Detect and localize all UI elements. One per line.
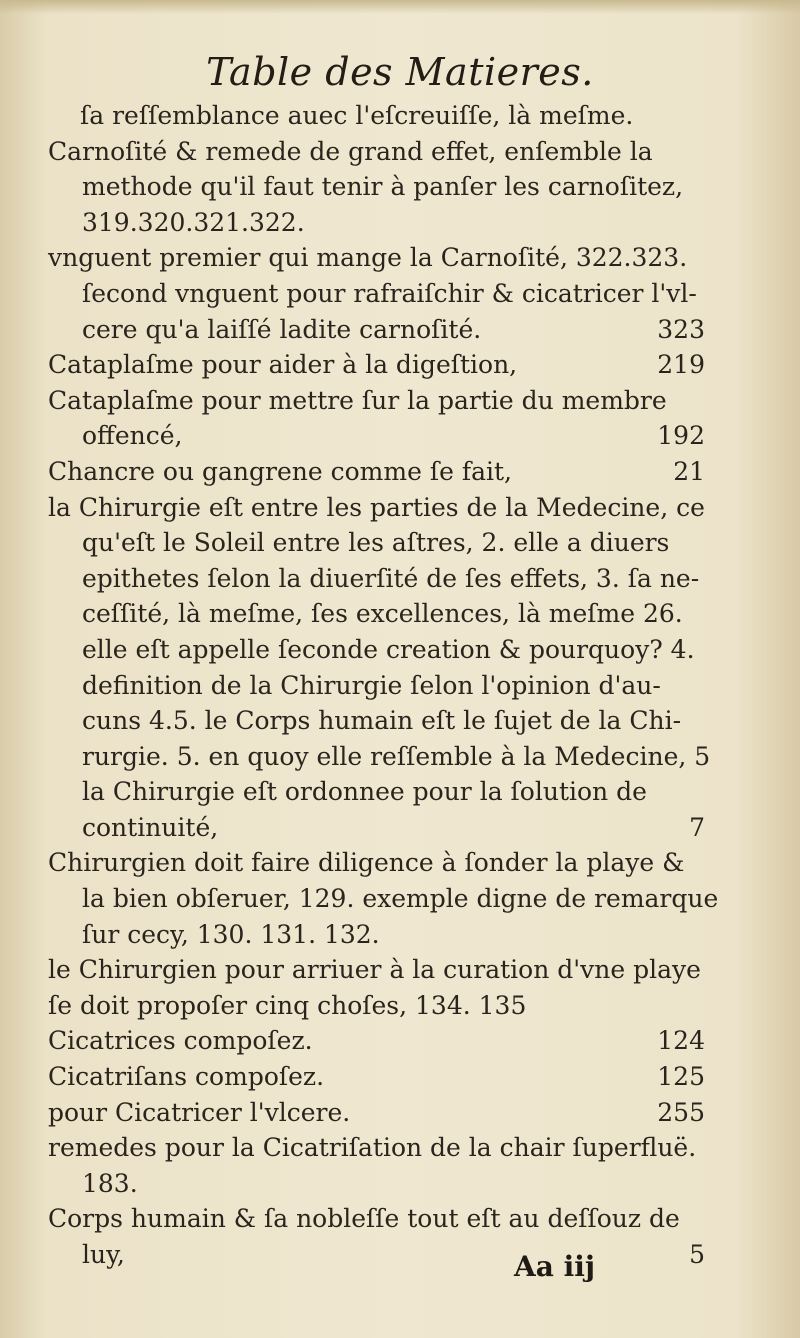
- index-entry: [48, 98, 713, 134]
- index-entry: [48, 454, 713, 490]
- entry-line: Cicatriſans compoſez.: [48, 1062, 325, 1092]
- index-entry: [48, 1095, 713, 1131]
- entry-line: Corps humain & ſa nobleſſe tout eſt au deſſouz de: [48, 1204, 680, 1234]
- entry-line: ſecond vnguent pour rafraiſchir & cicatricer l'vl-: [82, 278, 697, 308]
- entry-line: pour Cicatricer l'vlcere.: [48, 1097, 351, 1127]
- entry-line: la Chirurgie eſt entre les parties de la Medecine, ce: [48, 492, 705, 522]
- page-number: 7: [689, 812, 705, 842]
- entry-line: Carnoſité & remede de grand effet, enſemble la: [48, 136, 653, 166]
- index-entry: [48, 1023, 713, 1059]
- signature-mark: Aa iij: [514, 1250, 596, 1283]
- entry-line: la bien obſeruer, 129. exemple digne de remarque: [82, 884, 719, 914]
- index-entry: [48, 1130, 713, 1201]
- entry-line: qu'eſt le Soleil entre les aſtres, 2. elle a diuers: [82, 528, 670, 558]
- entry-line: methode qu'il faut tenir à panſer les carnoſitez,: [82, 172, 684, 202]
- entry-line: Chirurgien doit faire diligence à ſonder la playe &: [48, 848, 685, 878]
- entry-line: Cicatrices compoſez.: [48, 1026, 313, 1056]
- entry-line: Cataplaſme pour mettre ſur la partie du membre: [48, 385, 667, 415]
- entry-line: luy,: [82, 1240, 125, 1269]
- index-entry: [48, 134, 713, 241]
- index-entry: [48, 347, 713, 383]
- index-entry: [48, 490, 713, 846]
- entry-line: Chancre ou gangrene comme ſe fait,: [48, 456, 512, 486]
- entry-line: elle eſt appelle ſeconde creation & pourquoy? 4.: [82, 634, 695, 664]
- entry-line: ſur cecy, 130. 131. 132.: [82, 919, 380, 949]
- entry-line: vnguent premier qui mange la Carnoſité, 322.323.: [48, 243, 688, 273]
- entry-line: la Chirurgie eſt ordonnee pour la ſolution de: [82, 777, 647, 807]
- page-number: 255: [657, 1097, 705, 1127]
- page-number: 323: [657, 314, 705, 344]
- entry-line: 319.320.321.322.: [82, 207, 305, 237]
- index-entries: [48, 98, 719, 1273]
- index-entry: [48, 1059, 713, 1095]
- entry-line: continuité,: [82, 812, 219, 842]
- entry-line: ceſſité, là meſme, ſes excellences, là meſme 26.: [82, 599, 683, 629]
- running-title: Table des Matieres.: [206, 50, 594, 94]
- index-entry: [48, 1201, 713, 1272]
- entry-line: remedes pour la Cicatriſation de la chair ſuperfluë.: [48, 1133, 697, 1163]
- entry-line: ſe doit propoſer cinq choſes, 134. 135: [48, 990, 527, 1020]
- entry-line: cere qu'a laiſſé ladite carnoſité.: [82, 314, 482, 344]
- entry-line: le Chirurgien pour arriuer à la curation d'vne playe: [48, 955, 701, 985]
- entry-line: definition de la Chirurgie ſelon l'opinion d'au-: [82, 670, 661, 700]
- page-number: 125: [657, 1062, 705, 1092]
- page-number: 219: [657, 350, 705, 380]
- entry-line: epithetes ſelon la diuerſité de ſes effets, 3. ſa ne-: [82, 563, 700, 593]
- index-entry: [48, 383, 713, 454]
- page-number: 192: [657, 421, 705, 451]
- page-number: 5: [689, 1240, 705, 1269]
- index-entry: [48, 845, 719, 952]
- entry-line: ſa reſſemblance auec l'eſcreuiſſe, là meſme.: [80, 101, 634, 130]
- entry-line: offencé,: [82, 421, 183, 451]
- index-entry: [48, 240, 713, 347]
- entry-line: rurgie. 5. en quoy elle reſſemble à la Medecine, 5: [82, 741, 711, 771]
- entry-line: cuns 4.5. le Corps humain eſt le ſujet de la Chi-: [82, 706, 682, 736]
- entry-line: Cataplaſme pour aider à la digeſtion,: [48, 350, 518, 380]
- page-number: 21: [673, 456, 705, 486]
- entry-line: 183.: [82, 1168, 138, 1198]
- page-number: 124: [657, 1026, 705, 1056]
- index-entry: [48, 952, 713, 1023]
